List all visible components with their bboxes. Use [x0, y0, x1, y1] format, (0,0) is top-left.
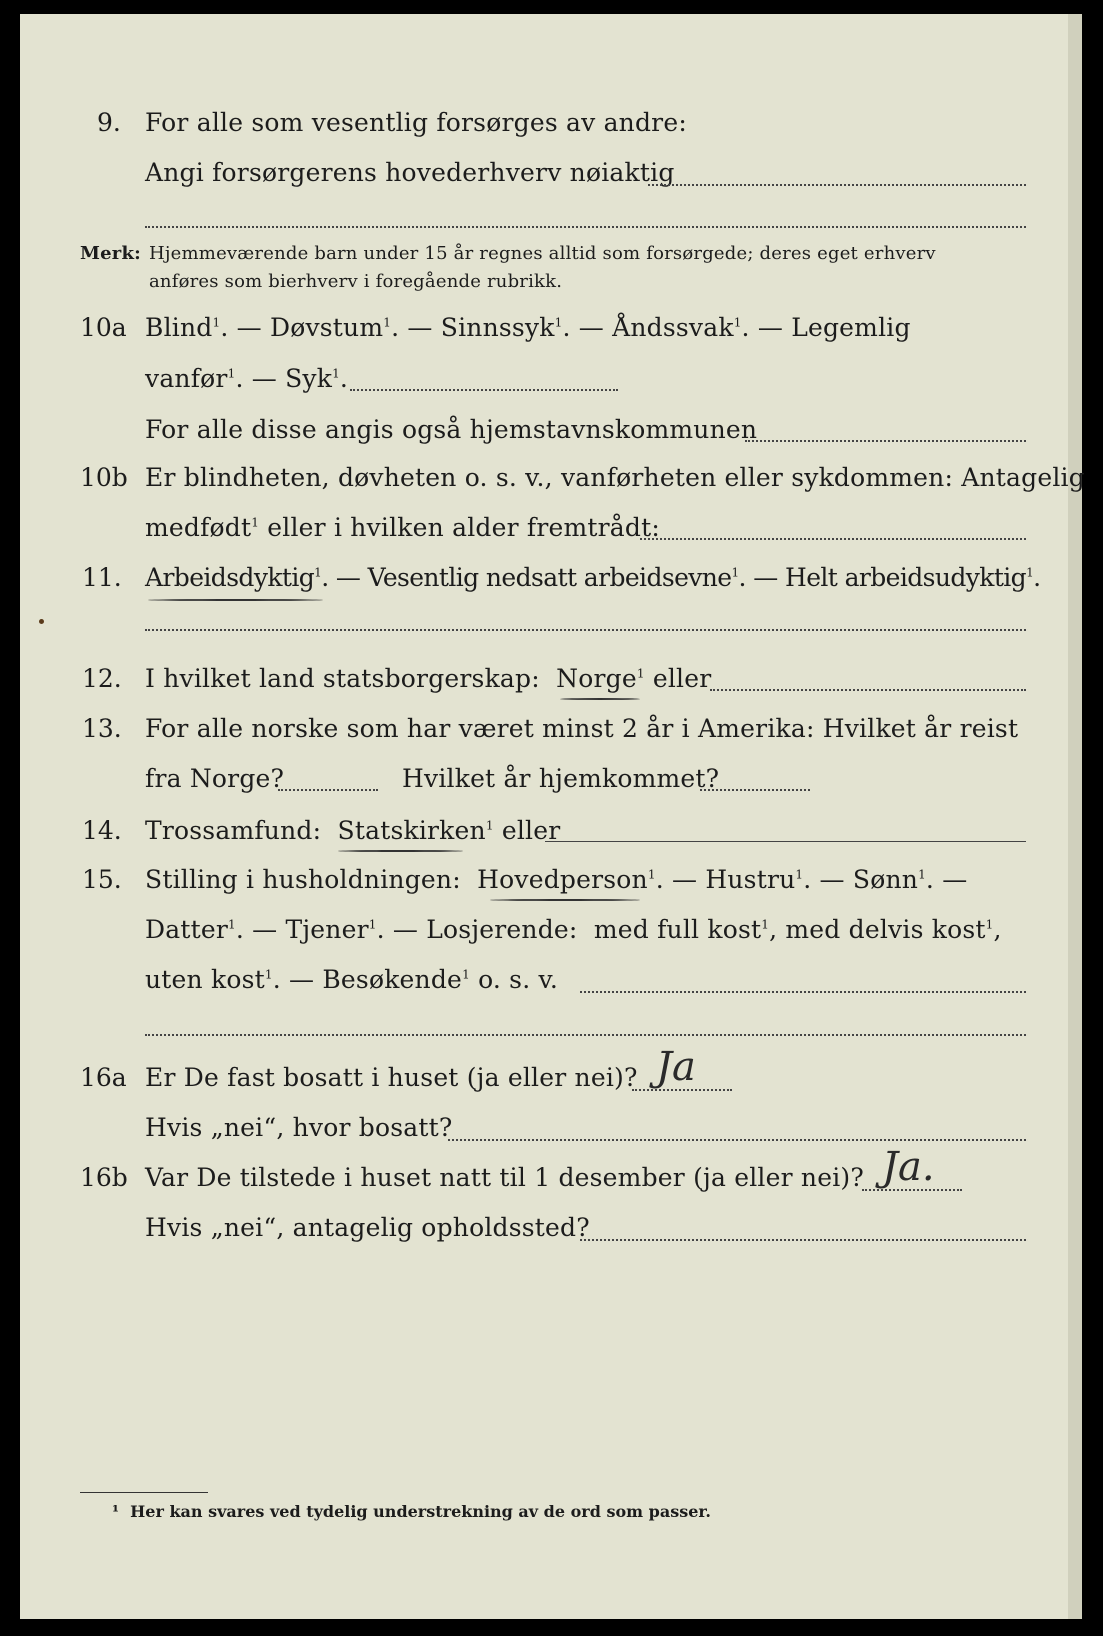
option-blind[interactable]: Blind: [145, 313, 213, 342]
footnote: ¹ Her kan svares ved tydelig understrekning av de ord som passer.: [112, 1502, 711, 1521]
q15-answer-line-2: [145, 1034, 1026, 1036]
option-full-kost[interactable]: med full kost: [593, 915, 762, 944]
merk-label: Merk:: [80, 243, 141, 264]
q15-line2: Datter$^1$. — Tjener$^1$. — Losjerende: med full kost$^1$, med delvis kost$^1$,: [145, 915, 1002, 944]
q10b-line1: Er blindheten, døvheten o. s. v., vanførheten eller sykdommen: Antagelig: [145, 463, 1085, 492]
option-datter[interactable]: Datter: [145, 915, 228, 944]
q12-line: I hvilket land statsborgerskap: Norge$^1$ eller: [145, 664, 712, 693]
q10a-line1: Blind$^1$. — Døvstum$^1$. — Sinnssyk$^1$. — Åndssvak$^1$. — Legemlig: [145, 313, 911, 342]
q13-reist-line: [278, 789, 378, 791]
option-helt-arbeidsudyktig[interactable]: Helt arbeidsudyktig: [785, 563, 1027, 592]
q10a-line3: For alle disse angis også hjemstavnskommunen: [145, 415, 758, 444]
q10a-line2: vanfør$^1$. — Syk$^1$.: [145, 364, 349, 393]
q9-answer-line: [648, 184, 1026, 186]
q10a-number: 10a: [80, 313, 127, 342]
option-vanfor[interactable]: vanfør: [145, 364, 228, 393]
option-vesentlig-nedsatt[interactable]: Vesentlig nedsatt arbeidsevne: [367, 563, 732, 592]
option-uten-kost[interactable]: uten kost: [145, 965, 265, 994]
q15-answer-line: [580, 991, 1026, 993]
underline-statskirken: [338, 850, 463, 852]
option-arbeidsdyktig[interactable]: Arbeidsdyktig: [145, 563, 315, 592]
footnote-rule: [80, 1492, 208, 1493]
merk-line1: Hjemmeværende barn under 15 år regnes alltid som forsørgede; deres eget erhverv: [149, 243, 936, 264]
q10a-syk-line: [350, 389, 618, 391]
option-dovstum[interactable]: Døvstum: [269, 313, 384, 342]
option-legemlig[interactable]: Legemlig: [791, 313, 911, 342]
q13-line1: For alle norske som har været minst 2 år i Amerika: Hvilket år reist: [145, 714, 1019, 743]
q13-hjemkommet-line: [700, 789, 810, 791]
q14-line: Trossamfund: Statskirken$^1$ eller: [145, 816, 561, 845]
q12-number: 12.: [82, 664, 122, 693]
q16b-handwritten-answer: Ja.: [882, 1144, 935, 1190]
q11-line: Arbeidsdyktig$^1$. — Vesentlig nedsatt arbeidsevne$^1$. — Helt arbeidsudyktig$^1$.: [145, 563, 1041, 592]
ink-spot: [39, 619, 44, 624]
q10b-line2: medfødt$^1$ eller i hvilken alder fremtrådt:: [145, 513, 660, 542]
q13-line2b: Hvilket år hjemkommet?: [402, 764, 720, 793]
q16b-number: 16b: [80, 1163, 128, 1192]
q9-line1: For alle som vesentlig forsørges av andre:: [145, 108, 687, 137]
option-statskirken[interactable]: Statskirken: [337, 816, 486, 845]
census-form-page: [20, 14, 1085, 1619]
underline-arbeidsdyktig: [148, 599, 323, 601]
q16a-handwritten-answer: Ja: [656, 1044, 696, 1090]
q11-number: 11.: [82, 563, 122, 592]
q15-line3: uten kost$^1$. — Besøkende$^1$ o. s. v.: [145, 965, 558, 994]
underline-hovedperson: [490, 899, 640, 901]
merk-line2: anføres som bierhverv i foregående rubrikk.: [149, 271, 563, 292]
q16a-line2: Hvis „nei“, hvor bosatt?: [145, 1113, 453, 1142]
q16b-line1: Var De tilstede i huset natt til 1 desember (ja eller nei)?: [145, 1163, 864, 1192]
q10b-answer-line: [640, 538, 1026, 540]
q16a-number: 16a: [80, 1063, 127, 1092]
q16a-bosatt-line: [448, 1139, 1026, 1141]
underline-norge: [560, 698, 640, 700]
option-delvis-kost[interactable]: med delvis kost: [785, 915, 986, 944]
q15-number: 15.: [82, 865, 122, 894]
option-syk[interactable]: Syk: [285, 364, 333, 393]
option-hustru[interactable]: Hustru: [705, 865, 796, 894]
q9-line2: Angi forsørgerens hovederhverv nøiaktig: [145, 158, 675, 187]
option-norge[interactable]: Norge: [556, 664, 637, 693]
q11-answer-line: [145, 629, 1026, 631]
q12-answer-line: [710, 689, 1026, 691]
option-besokende[interactable]: Besøkende: [322, 965, 463, 994]
q16b-opholdssted-line: [580, 1239, 1026, 1241]
page-edge: [1068, 14, 1082, 1619]
q13-number: 13.: [82, 714, 122, 743]
option-hovedperson[interactable]: Hovedperson: [477, 865, 648, 894]
q16b-line2: Hvis „nei“, antagelig opholdssted?: [145, 1213, 590, 1242]
q10b-number: 10b: [80, 463, 128, 492]
q9-answer-line-2: [145, 226, 1026, 228]
option-andssvak[interactable]: Åndssvak: [612, 313, 734, 342]
q13-line2a: fra Norge?: [145, 764, 285, 793]
q15-line1: Stilling i husholdningen: Hovedperson$^1$. — Hustru$^1$. — Sønn$^1$. —: [145, 865, 968, 894]
option-tjener[interactable]: Tjener: [285, 915, 369, 944]
option-sinnssyk[interactable]: Sinnssyk: [440, 313, 555, 342]
option-medfodt[interactable]: medfødt: [145, 513, 252, 542]
q14-answer-line: [545, 841, 1026, 842]
q10a-kommune-line: [745, 440, 1026, 442]
q16a-line1: Er De fast bosatt i huset (ja eller nei)?: [145, 1063, 638, 1092]
option-sonn[interactable]: Sønn: [852, 865, 919, 894]
q9-number: 9.: [97, 108, 121, 137]
q14-number: 14.: [82, 816, 122, 845]
